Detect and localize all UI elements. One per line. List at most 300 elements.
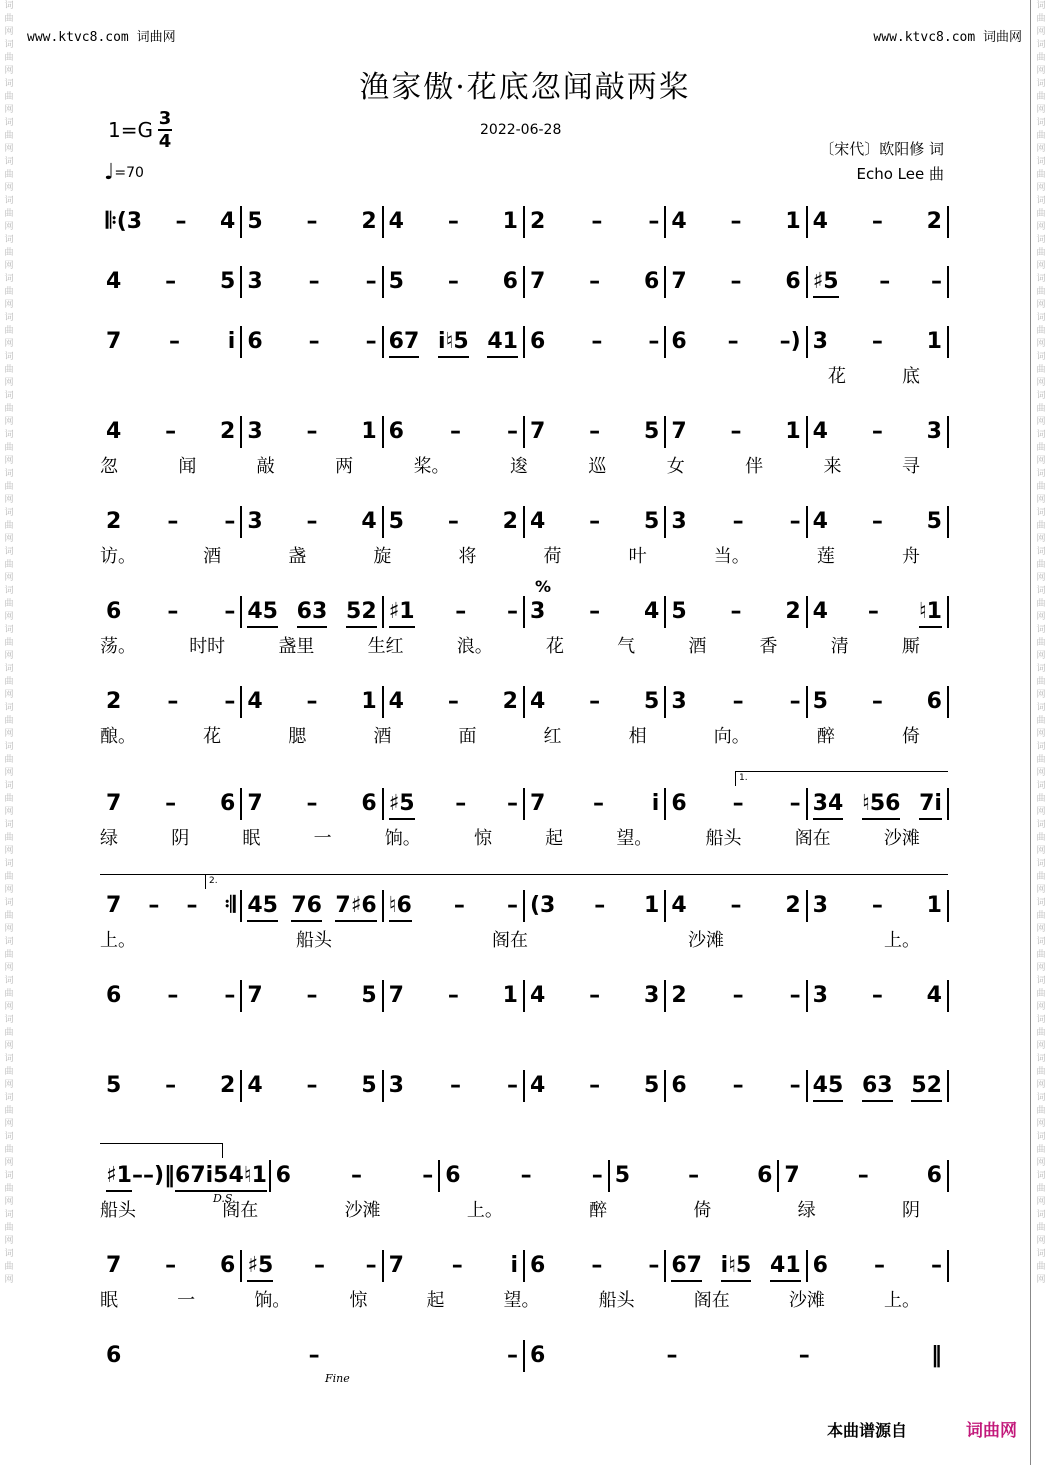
barline — [382, 266, 384, 298]
note: 4 — [812, 509, 828, 534]
note: 6 — [530, 329, 546, 354]
barline — [523, 1340, 525, 1372]
barline — [664, 980, 666, 1012]
barline — [382, 596, 384, 628]
note: 6 — [671, 1073, 687, 1098]
barline — [806, 686, 808, 718]
lyric-word: 访。 — [100, 546, 136, 567]
lyric-word: 清 — [830, 636, 849, 657]
note: 5 — [361, 983, 377, 1008]
note: i — [510, 1253, 518, 1278]
lyrics-line — [100, 362, 920, 388]
lyric-word: 荡。 — [100, 636, 136, 657]
note: ♯1 — [389, 598, 415, 628]
note: 1 — [502, 983, 518, 1008]
note: 1 — [502, 209, 518, 234]
note: – — [447, 689, 459, 714]
note: – — [666, 1343, 678, 1368]
barline — [806, 596, 808, 628]
note: – — [789, 689, 801, 714]
note: – — [930, 269, 942, 294]
barline — [240, 686, 242, 718]
measure — [671, 418, 800, 446]
lyric-word: 沙滩 — [788, 1290, 825, 1311]
measure — [813, 598, 942, 628]
measure — [671, 688, 800, 716]
note: 4 — [247, 689, 263, 714]
note: ♮6 — [389, 892, 412, 922]
note: – — [648, 209, 660, 234]
measure — [106, 688, 235, 716]
volta-1 — [735, 771, 948, 786]
note: 2 — [106, 689, 122, 714]
note: 6 — [106, 1343, 122, 1368]
note: 63 — [297, 598, 328, 628]
lyric-word: 寻 — [901, 456, 920, 477]
barline — [664, 1250, 666, 1282]
measure — [247, 208, 376, 236]
note: 3 — [247, 269, 263, 294]
volta-1-label: 1. — [739, 773, 748, 783]
tempo-value: =70 — [114, 165, 144, 181]
barline — [947, 980, 949, 1012]
measure — [530, 598, 659, 626]
note: 3 — [926, 419, 942, 444]
measure — [106, 1162, 267, 1192]
note: 2 — [220, 1073, 236, 1098]
note: 4 — [926, 983, 942, 1008]
note: 3 — [812, 893, 828, 918]
measure — [106, 1072, 235, 1100]
barline — [947, 326, 949, 358]
note: i — [651, 791, 660, 816]
measure — [247, 1072, 376, 1100]
note: – — [167, 983, 179, 1008]
note: – — [591, 329, 603, 354]
lyric-word: 浪。 — [456, 636, 493, 657]
note: 𝄆(3 — [106, 209, 143, 234]
site-url-right[interactable]: www.ktvc8.com 词曲网 — [873, 30, 1022, 45]
note: – — [449, 1073, 461, 1098]
barline — [947, 890, 949, 922]
note: 41 — [487, 328, 518, 358]
note: 3 — [388, 1073, 404, 1098]
lyric-word: 望。 — [503, 1290, 540, 1311]
note: (3 — [530, 893, 556, 918]
measure — [106, 1342, 518, 1370]
note: 1 — [785, 419, 801, 444]
note: – — [148, 893, 160, 918]
note: 7 — [106, 893, 122, 918]
note: 7 — [530, 269, 546, 294]
note: 7♯6 — [335, 892, 376, 922]
lyric-word: 莲 — [816, 546, 835, 567]
barline — [608, 1160, 610, 1192]
barline — [523, 890, 525, 922]
lyric-word: 面 — [458, 726, 477, 747]
note: – — [591, 209, 603, 234]
note: i — [227, 329, 236, 354]
lyric-word: 一 — [177, 1290, 196, 1311]
barline — [240, 326, 242, 358]
barline — [523, 506, 525, 538]
lyric-word: 饷。 — [384, 828, 421, 849]
note: – — [732, 791, 744, 816]
note: ♯5 — [389, 790, 415, 820]
barline — [664, 506, 666, 538]
note: – — [506, 599, 518, 624]
lyric-word: 巡 — [588, 456, 607, 477]
lyric-word: 女 — [666, 456, 685, 477]
note: – — [730, 599, 742, 624]
fine-marking: Fine — [325, 1372, 350, 1385]
note: 7 — [530, 419, 546, 444]
note: – — [165, 1073, 177, 1098]
note: 5 — [644, 419, 660, 444]
quarter-note-icon: ♩ — [104, 160, 115, 185]
measure — [530, 328, 659, 356]
note: – — [730, 269, 742, 294]
barline — [664, 686, 666, 718]
lyric-word: 眠 — [242, 828, 261, 849]
lyrics-line — [100, 542, 920, 568]
note: – — [306, 509, 318, 534]
measure — [247, 982, 376, 1010]
lyric-word: 叶 — [628, 546, 647, 567]
note: 67 — [175, 1162, 206, 1192]
note: 6 — [502, 269, 518, 294]
lyric-word: 逡 — [509, 456, 528, 477]
ds-marking: D.S. — [213, 1192, 236, 1205]
note: 6 — [361, 791, 377, 816]
time-signature — [157, 108, 173, 152]
measure — [247, 598, 376, 628]
barline — [777, 1160, 779, 1192]
measure — [389, 508, 518, 536]
measure — [671, 208, 800, 236]
barline — [523, 206, 525, 238]
measure — [247, 268, 376, 296]
lyric-word: 香 — [759, 636, 778, 657]
barline — [382, 416, 384, 448]
note: – — [789, 983, 801, 1008]
note: 7 — [247, 791, 263, 816]
note: 1 — [644, 893, 660, 918]
measure — [615, 1162, 773, 1190]
note: i5 — [206, 1162, 229, 1192]
measure — [389, 418, 518, 446]
note: – — [727, 329, 739, 354]
note: 67 — [389, 328, 420, 358]
note: 4 — [530, 983, 546, 1008]
note: 5 — [220, 269, 236, 294]
note: 45 — [247, 598, 278, 628]
lyric-word: 望。 — [616, 828, 653, 849]
note: – — [306, 209, 318, 234]
note: 6 — [106, 599, 122, 624]
note: 4 — [671, 209, 687, 234]
watermark-right: 词曲网词曲网词曲网词曲网词曲网词曲网词曲网词曲网词曲网词曲网词曲网词曲网词曲网词曲网词曲网词曲网词曲网词曲网词曲网词曲网词曲网词曲网词曲网词曲网词曲网词曲网词曲网词曲网词曲网词曲网词曲网词曲网词曲网 — [1036, 1, 1046, 1285]
note: – — [930, 1253, 942, 1278]
measure — [530, 268, 659, 296]
note: – — [447, 209, 459, 234]
note: 67 — [671, 1252, 702, 1282]
barline — [240, 1250, 242, 1282]
measure — [671, 598, 800, 626]
note: 52 — [346, 598, 377, 628]
note: – — [186, 893, 198, 918]
lyric-word: 绿 — [100, 828, 118, 849]
barline — [523, 788, 525, 820]
note: – — [224, 509, 236, 534]
barline — [664, 206, 666, 238]
measure — [389, 208, 518, 236]
measure — [106, 982, 235, 1010]
note: – — [732, 689, 744, 714]
note: – — [648, 1253, 660, 1278]
note: 7 — [671, 269, 687, 294]
lyric-word: 荷 — [543, 546, 562, 567]
note: 6 — [275, 1163, 291, 1188]
barline — [806, 1070, 808, 1102]
lyric-word: 酿。 — [100, 726, 136, 747]
note: – — [447, 269, 459, 294]
note: – — [506, 791, 518, 816]
measure — [389, 688, 518, 716]
note: 2 — [361, 209, 377, 234]
measure — [813, 418, 942, 446]
note: 5 — [361, 1073, 377, 1098]
measure — [247, 418, 376, 446]
lyric-word: 桨。 — [413, 456, 450, 477]
note: 2 — [926, 209, 942, 234]
lyric-word: 醉 — [589, 1200, 608, 1221]
lyric-word: 醉 — [816, 726, 835, 747]
note: 4 — [812, 419, 828, 444]
barline — [664, 596, 666, 628]
note: 3 — [812, 983, 828, 1008]
note: 6 — [671, 329, 687, 354]
note: 6 — [530, 1343, 546, 1368]
note: – — [732, 983, 744, 1008]
measure — [247, 688, 376, 716]
note: ‖ — [164, 1163, 176, 1188]
measure — [389, 1072, 518, 1100]
lyric-word: 阴 — [171, 828, 190, 849]
note: – — [422, 1163, 434, 1188]
note: – — [306, 983, 318, 1008]
note: 5 — [644, 509, 660, 534]
lyric-word: 伴 — [745, 456, 764, 477]
note: 6 — [926, 1163, 942, 1188]
measure — [106, 598, 235, 626]
note: i♮5 — [721, 1252, 752, 1282]
note: 5 — [671, 599, 687, 624]
note: 7 — [106, 791, 122, 816]
barline — [382, 1250, 384, 1282]
note: 63 — [862, 1072, 893, 1102]
note: – — [306, 689, 318, 714]
lyric-word: 红 — [543, 726, 562, 747]
measure — [530, 892, 659, 920]
measure — [106, 790, 235, 818]
note: – — [589, 1073, 601, 1098]
measure — [671, 1072, 800, 1100]
note: ♯5 — [813, 268, 839, 298]
lyric-word: 起 — [426, 1290, 445, 1311]
barline — [240, 506, 242, 538]
barline — [947, 1250, 949, 1282]
lyrics-line — [100, 926, 920, 952]
note: – — [589, 689, 601, 714]
note: 41 — [770, 1252, 801, 1282]
barline — [240, 416, 242, 448]
measure — [530, 790, 659, 818]
measure — [813, 790, 942, 820]
barline — [806, 416, 808, 448]
note: – — [313, 1253, 325, 1278]
measure — [106, 418, 235, 446]
note: – — [306, 791, 318, 816]
lyric-word: 酒 — [688, 636, 707, 657]
note: – — [165, 419, 177, 444]
page-border — [1030, 0, 1031, 1465]
note: –) — [779, 329, 801, 354]
note: 7i — [919, 790, 942, 820]
note: – — [306, 1073, 318, 1098]
note: – — [308, 329, 320, 354]
measure — [784, 1162, 942, 1190]
lyric-word: 将 — [458, 546, 477, 567]
lyric-word: 上。 — [466, 1200, 503, 1221]
barline — [664, 788, 666, 820]
barline — [240, 788, 242, 820]
note: 1 — [926, 893, 942, 918]
barline — [806, 980, 808, 1012]
lyric-word: 阁在 — [492, 930, 528, 951]
measure — [530, 982, 659, 1010]
note: 6 — [785, 269, 801, 294]
note: 4 — [388, 689, 404, 714]
note: ♮56 — [862, 790, 900, 820]
measure — [276, 1162, 434, 1190]
note: 1 — [361, 689, 377, 714]
measure — [813, 1252, 942, 1280]
lyric-word: 花 — [203, 726, 222, 747]
note: – — [591, 1253, 603, 1278]
note: – — [507, 1343, 518, 1368]
lyric-word: 倚 — [693, 1200, 712, 1221]
note: 4 — [106, 269, 122, 294]
note: – — [224, 983, 236, 1008]
note: 4 — [220, 209, 236, 234]
measure — [530, 1072, 659, 1100]
note: – — [365, 1253, 377, 1278]
note: – — [447, 983, 459, 1008]
barline — [240, 596, 242, 628]
note: 2 — [785, 599, 801, 624]
lyric-word: 阁在 — [693, 1290, 730, 1311]
lyric-word: 上。 — [883, 1290, 920, 1311]
measure — [106, 328, 235, 356]
site-url-left[interactable]: www.ktvc8.com 词曲网 — [27, 30, 176, 45]
measure — [530, 1252, 659, 1280]
measure — [106, 508, 235, 536]
measure — [530, 208, 659, 236]
site-logo[interactable]: 词曲网 — [966, 1421, 1017, 1441]
note: – — [175, 209, 187, 234]
note: 5 — [106, 1073, 122, 1098]
note: 6 — [926, 689, 942, 714]
lyric-word: 沙滩 — [883, 828, 920, 849]
note: 3 — [812, 329, 828, 354]
measure — [813, 508, 942, 536]
barline — [523, 686, 525, 718]
note: 6 — [388, 419, 404, 444]
barline — [806, 266, 808, 298]
barline — [947, 1160, 949, 1192]
note: – — [351, 1163, 363, 1188]
note: 1 — [785, 209, 801, 234]
barline — [523, 266, 525, 298]
lyric-word: 阴 — [901, 1200, 920, 1221]
note: – — [857, 1163, 869, 1188]
note: 7 — [106, 1253, 122, 1278]
barline — [523, 1070, 525, 1102]
lyric-word: 时时 — [189, 636, 226, 657]
note: – — [506, 1073, 518, 1098]
note: 2 — [220, 419, 236, 444]
lyric-word: 船头 — [100, 1200, 136, 1221]
key-signature: 1=G — [108, 118, 153, 142]
note: 2 — [785, 893, 801, 918]
lyrics-line — [100, 452, 920, 478]
note: – — [871, 329, 883, 354]
measure — [106, 892, 235, 920]
lyrics-line — [100, 632, 920, 658]
measure — [106, 1252, 235, 1280]
page-title: 渔家傲·花底忽闻敲两桨 — [359, 70, 691, 105]
barline — [240, 1070, 242, 1102]
barline — [523, 980, 525, 1012]
barline — [947, 266, 949, 298]
measure — [389, 1252, 518, 1280]
source-text: 本曲谱源自 — [826, 1421, 907, 1440]
barline — [806, 326, 808, 358]
measure — [813, 208, 942, 236]
note: 5 — [388, 269, 404, 294]
note: – — [871, 983, 883, 1008]
note: 4 — [644, 599, 660, 624]
barline — [382, 326, 384, 358]
note: 4 — [812, 209, 828, 234]
lyric-word: 旋 — [373, 546, 392, 567]
measure — [247, 1252, 376, 1282]
lyric-word: 花 — [545, 636, 564, 657]
barline — [806, 890, 808, 922]
measure — [530, 1342, 942, 1370]
measure — [530, 418, 659, 446]
lyric-word: 闻 — [178, 456, 197, 477]
note: 2 — [530, 209, 546, 234]
note: – — [648, 329, 660, 354]
note: 7 — [530, 791, 546, 816]
lyric-word: 底 — [902, 366, 920, 387]
composer: Echo Lee 曲 — [856, 165, 944, 183]
lyric-word: 绿 — [797, 1200, 816, 1221]
note: 2 — [502, 689, 518, 714]
lyric-word: 腮 — [288, 726, 307, 747]
